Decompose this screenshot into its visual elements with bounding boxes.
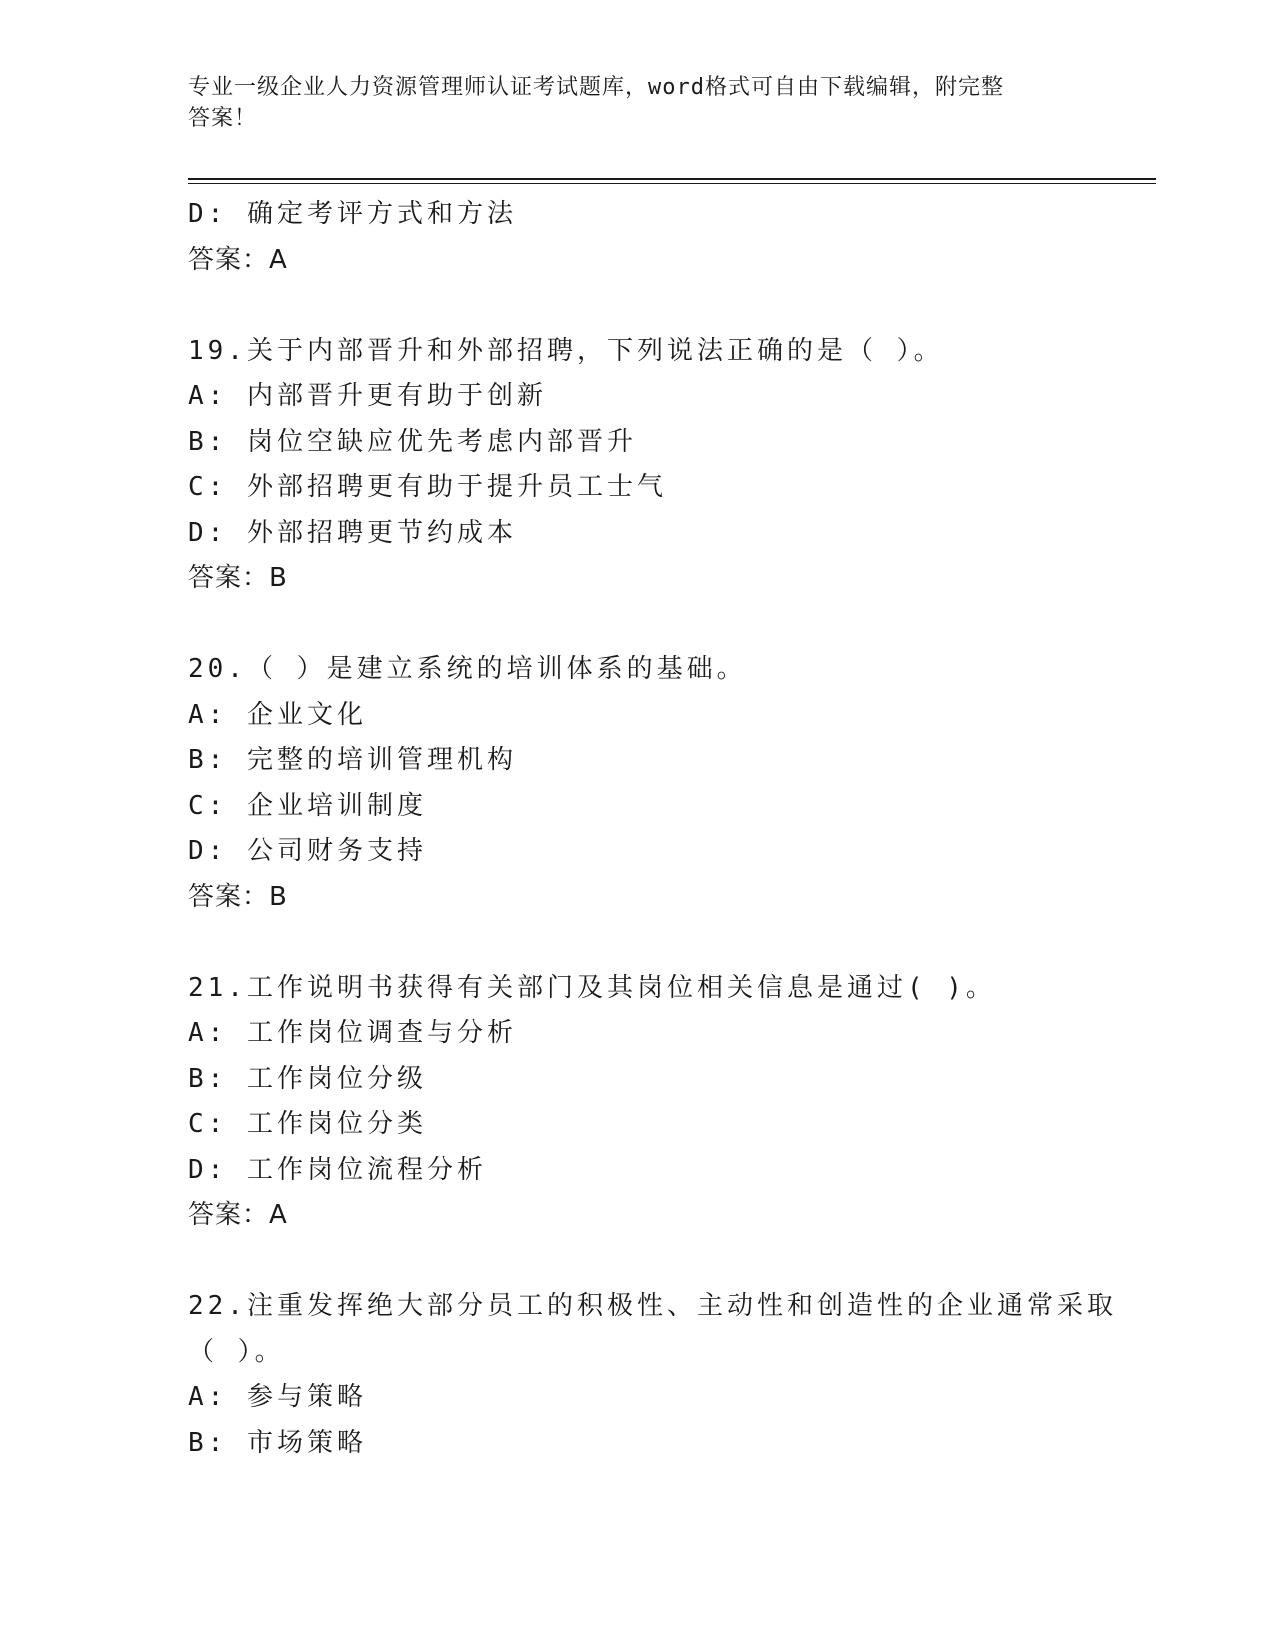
question-text: 19.关于内部晋升和外部招聘，下列说法正确的是（ ）。 <box>188 335 944 366</box>
option-b: B: 岗位空缺应优先考虑内部晋升 <box>188 426 637 457</box>
question-19 <box>188 329 1088 602</box>
question-22 <box>188 1284 1117 1466</box>
answer: 答案：B <box>188 881 288 912</box>
spacer <box>188 602 1088 648</box>
header-divider-thick <box>188 178 1156 180</box>
question-21 <box>188 966 1088 1239</box>
option-d: D: 工作岗位流程分析 <box>188 1154 487 1185</box>
option-a: A: 参与策略 <box>188 1382 367 1412</box>
option-b: B: 完整的培训管理机构 <box>188 745 517 775</box>
question-text: 20.（ ）是建立系统的培训体系的基础。 <box>188 654 747 684</box>
header-line-1: 专业一级企业人力资源管理师认证考试题库，word格式可自由下载编辑，附完整 <box>188 75 1004 100</box>
question-list <box>188 192 1117 1466</box>
option-c: C: 工作岗位分类 <box>188 1109 427 1139</box>
option-c: C: 外部招聘更有助于提升员工士气 <box>188 472 667 502</box>
option-c: C: 企业培训制度 <box>188 790 427 821</box>
answer: 答案：B <box>188 563 288 593</box>
question-text: 21.工作说明书获得有关部门及其岗位相关信息是通过( )。 <box>188 972 996 1003</box>
option-d: D: 公司财务支持 <box>188 836 427 866</box>
question-text-line-2: （ ）。 <box>188 1336 285 1367</box>
option-b: B: 工作岗位分级 <box>188 1063 427 1094</box>
option-b: B: 市场策略 <box>188 1427 367 1458</box>
question-20 <box>188 647 1088 920</box>
prev-answer: 答案：A <box>188 244 288 275</box>
header-line-2: 答案！ <box>188 106 258 131</box>
spacer <box>188 283 1088 329</box>
document-header <box>188 72 1068 134</box>
option-a: A: 内部晋升更有助于创新 <box>188 381 547 411</box>
prev-option-d: D: 确定考评方式和方法 <box>188 199 517 229</box>
spacer <box>188 920 1088 966</box>
question-text-line-1: 22.注重发挥绝大部分员工的积极性、主动性和创造性的企业通常采取 <box>188 1291 1117 1321</box>
spacer <box>188 1239 1088 1285</box>
option-a: A: 企业文化 <box>188 699 367 730</box>
header-divider-thin <box>188 183 1156 184</box>
answer: 答案：A <box>188 1200 288 1230</box>
option-d: D: 外部招聘更节约成本 <box>188 517 517 548</box>
option-a: A: 工作岗位调查与分析 <box>188 1018 517 1048</box>
